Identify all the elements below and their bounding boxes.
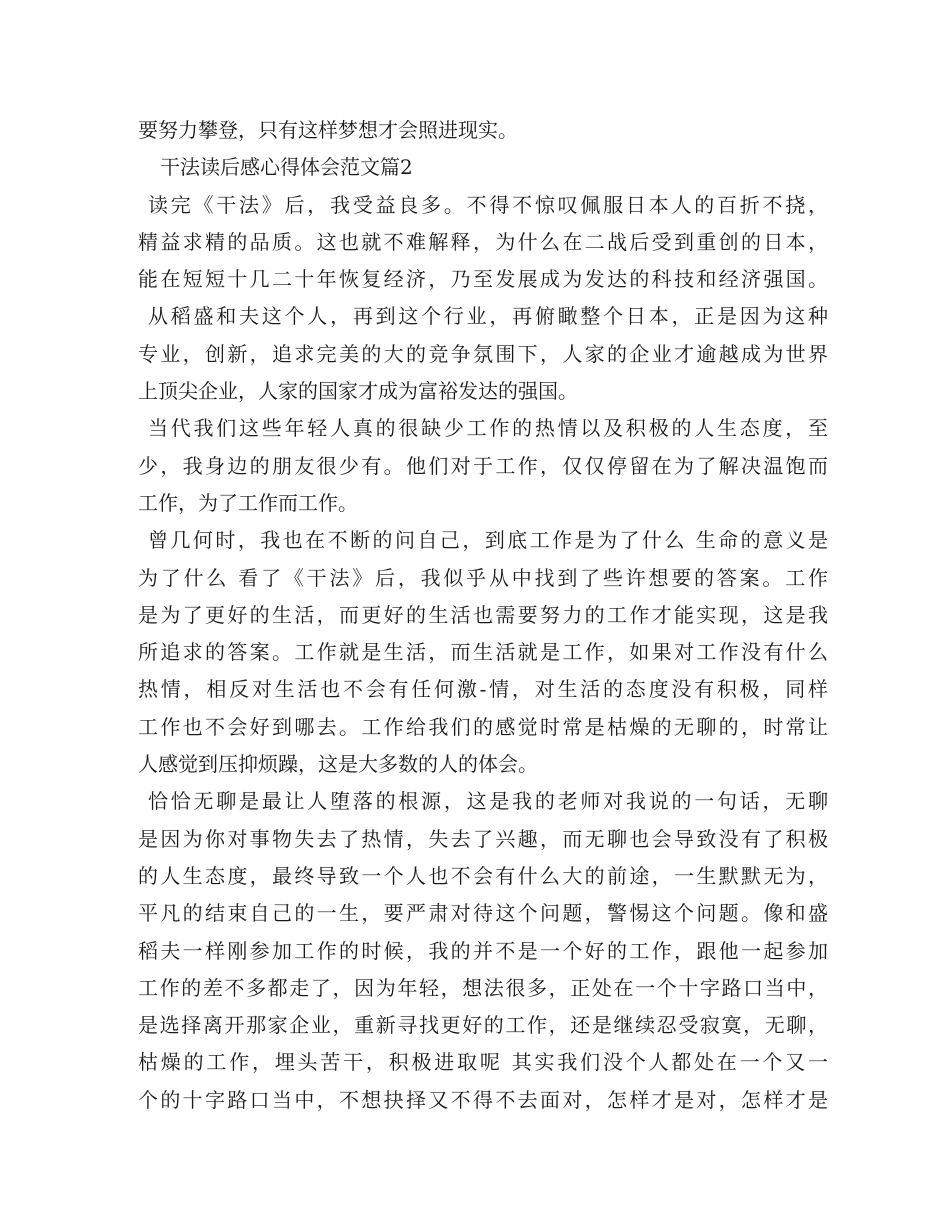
text-line: 恰恰无聊是最让人堕落的根源，这是我的老师对我说的一句话，无聊 [148,789,828,814]
text-line: 上顶尖企业，人家的国家才成为富裕发达的强国。 [138,379,578,404]
text-line: 能在短短十几二十年恢复经济，乃至发展成为发达的科技和经济强国。 [138,267,828,292]
text-line: 工作的差不多都走了，因为年轻，想法很多，正处在一个十字路口当中， [138,975,828,1000]
text-line: 曾几何时，我也在不断的问自己，到底工作是为了什么 生命的意义是 [148,528,828,553]
text-line: 所追求的答案。工作就是生活，而生活就是工作，如果对工作没有什么 [138,640,828,665]
document-body [138,112,828,1119]
text-line: 为了什么 看了《干法》后，我似乎从中找到了些许想要的答案。工作 [138,565,828,590]
text-line: 热情，相反对生活也不会有任何激-情，对生活的态度没有积极，同样 [138,677,828,702]
text-line: 精益求精的品质。这也就不难解释，为什么在二战后受到重创的日本， [138,229,828,254]
text-line: 稻夫一样刚参加工作的时候，我的并不是一个好的工作，跟他一起参加 [138,938,828,963]
text-line: 人感觉到压抑烦躁，这是大多数的人的体会。 [138,752,538,777]
text-line: 是为了更好的生活，而更好的生活也需要努力的工作才能实现，这是我 [138,602,828,627]
text-line: 要努力攀登，只有这样梦想才会照进现实。 [138,118,518,142]
text-line: 少，我身边的朋友很少有。他们对于工作，仅仅停留在为了解决温饱而 [138,453,828,478]
text-line: 工作，为了工作而工作。 [138,490,358,515]
text-line: 专业，创新，追求完美的大的竞争氛围下，人家的企业才逾越成为世界 [138,341,828,366]
text-line: 读完《干法》后，我受益良多。不得不惊叹佩服日本人的百折不挠， [148,192,828,217]
text-line: 当代我们这些年轻人真的很缺少工作的热情以及积极的人生态度，至 [148,416,828,441]
text-line: 枯燥的工作，埋头苦干，积极进取呢 其实我们没个人都处在一个又一 [138,1050,828,1075]
text-line: 从稻盛和夫这个人，再到这个行业，再俯瞰整个日本，正是因为这种 [148,304,828,329]
text-line: 工作也不会好到哪去。工作给我们的感觉时常是枯燥的无聊的，时常让 [138,714,828,739]
section-heading: 干法读后感心得体会范文篇2 [160,155,413,180]
text-line: 平凡的结束自己的一生，要严肃对待这个问题，警惕这个问题。像和盛 [138,901,828,926]
text-line: 的人生态度，最终导致一个人也不会有什么大的前途，一生默默无为， [138,863,828,888]
text-line: 个的十字路口当中，不想抉择又不得不去面对，怎样才是对，怎样才是 [138,1087,828,1112]
text-line: 是因为你对事物失去了热情，失去了兴趣，而无聊也会导致没有了积极 [138,826,828,851]
text-line: 是选择离开那家企业，重新寻找更好的工作，还是继续忍受寂寞，无聊， [138,1013,828,1038]
